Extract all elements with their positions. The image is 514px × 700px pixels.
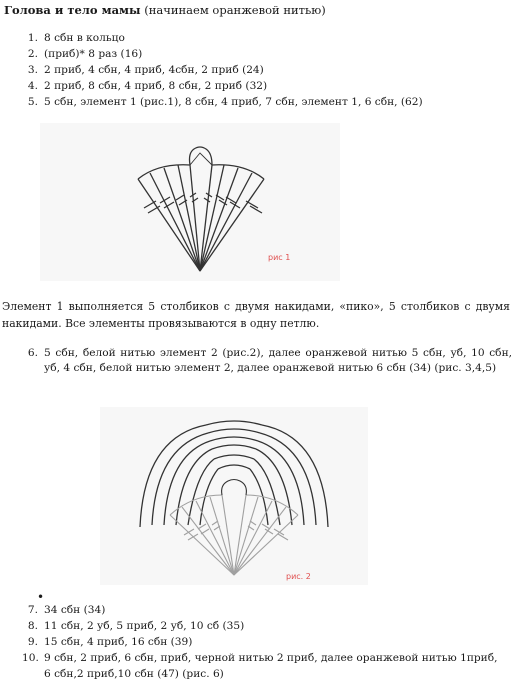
crochet-diagram-1 xyxy=(40,123,340,281)
element-description: Элемент 1 выполняется 5 столбиков с двумя накидами, «пико», 5 столбиков с двумя накидами. Все элементы провязываются в одну петлю. xyxy=(2,300,510,330)
list-item: 3. 2 приб, 4 сбн, 4 приб, 4сбн, 2 приб (24) xyxy=(27,64,264,76)
list-item: 6 сбн,2 приб,10 сбн (47) (рис. 6) xyxy=(44,668,224,680)
list-item: 10. 9 сбн, 2 приб, 6 сбн, приб, черной нитью 2 приб, далее оранжевой нитью 1приб, xyxy=(22,652,498,664)
title-rest: (начинаем оранжевой нитью) xyxy=(140,3,326,17)
list-item: 4. 2 приб, 8 сбн, 4 приб, 8 сбн, 2 приб (32) xyxy=(27,80,268,92)
figure-1-caption: рис 1 xyxy=(268,253,291,262)
list-bullet: • xyxy=(37,590,45,604)
list-item: 8. 11 сбн, 2 уб, 5 приб, 2 уб, 10 сб (35) xyxy=(27,620,245,632)
page-title xyxy=(4,3,326,17)
list-item: 1. 8 сбн в кольцо xyxy=(27,32,125,44)
list-item: 6. 5 сбн, белой нитью элемент 2 (рис.2), далее оранжевой нитью 5 сбн, уб, 10 сбн, уб, 4 сбн, белой нитью элемент 2, далее оранжевой нитью 6 сбн (34) (рис. 3,4,5) xyxy=(27,347,512,374)
list-item: 9. 15 сбн, 4 приб, 16 сбн (39) xyxy=(27,636,193,648)
list-item: 5. 5 сбн, элемент 1 (рис.1), 8 сбн, 4 приб, 7 сбн, элемент 1, 6 сбн, (62) xyxy=(27,96,423,108)
list-item: 7. 34 сбн (34) xyxy=(27,604,106,616)
crochet-diagram-2 xyxy=(100,407,368,585)
list-item: 2. (приб)* 8 раз (16) xyxy=(27,48,143,60)
title-bold: Голова и тело мамы xyxy=(4,3,141,17)
diagram-background xyxy=(100,407,368,585)
figure-2-caption: рис. 2 xyxy=(286,572,311,581)
